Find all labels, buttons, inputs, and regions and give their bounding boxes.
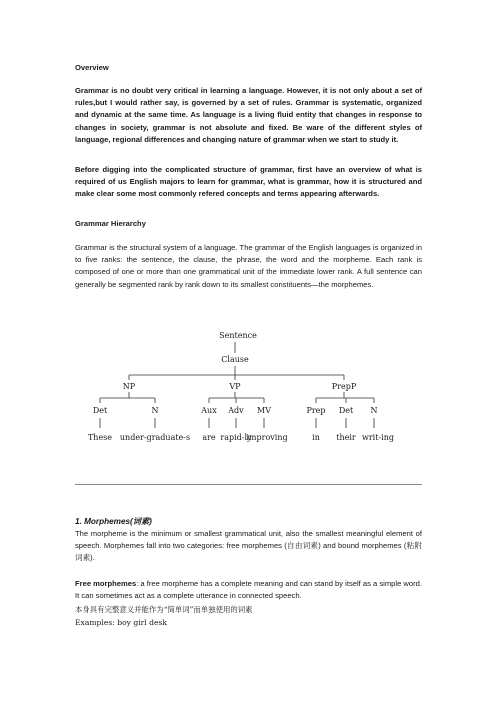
morphemes-section-title	[75, 516, 152, 527]
tree-node-clause: Clause	[221, 355, 249, 364]
tree-node-vp: VP	[229, 382, 241, 391]
tree-tag-det: Det	[92, 406, 108, 415]
free-morphemes-text: : a free morpheme has a complete meaning and can stand by itself as a simple word. It can sometimes act as a complete utterance in connected speech.	[75, 579, 422, 601]
tree-tag-n: N	[370, 406, 378, 415]
tree-word: their	[336, 433, 356, 442]
tree-tag-n: N	[151, 406, 159, 415]
free-morphemes-examples: Examples: boy girl desk	[75, 618, 167, 627]
title-paren: )	[149, 517, 152, 526]
tree-tag-det: Det	[338, 406, 354, 415]
title-chinese: 词素	[132, 516, 150, 526]
tree-word: These	[87, 433, 113, 442]
tree-node-np: NP	[122, 382, 136, 391]
tree-word: improving	[246, 433, 288, 442]
tree-word: in	[312, 433, 320, 442]
tree-word: are	[202, 433, 216, 442]
hierarchy-paragraph: Grammar is the structural system of a language. The grammar of the English languages is organized in to five ranks: the sentence, the clause, the phrase, the word and the morpheme. Each rank is composed of one or more than one grammatical unit of the immediate lower rank. A full sentence can generally be segmented rank by rank down to its smallest constituents—the morphemes.	[75, 243, 422, 289]
tree-word: writ-ing	[362, 433, 394, 442]
tree-tag-adv: Adv	[228, 406, 244, 415]
hierarchy-heading: Grammar Hierarchy	[75, 219, 146, 228]
tree-word: rapid-ly	[220, 433, 252, 442]
overview-paragraph-1: Grammar is no doubt very critical in learning a language. However, it is not only about a set of rules,but I would rather say, is governed by a set of rules. Grammar is systematic, organized and dynamic at the same time. As language is a living fluid entity that changes in response to changes in society, grammar is not absolute and fixed. Be ware of the different styles of language, regional differences and changing nature of grammar when we start to study it.	[75, 86, 422, 144]
grammar-hierarchy-tree	[75, 328, 422, 454]
free-morphemes-label: Free morphemes	[75, 579, 137, 588]
tree-tag-aux: Aux	[201, 406, 217, 415]
morpheme-definition: The morpheme is the minimum or smallest grammatical unit, also the smallest meaningful element of speech. Morphemes fall into two categories: free morphemes (自由词素) and bound morphemes (粘附词素).	[75, 529, 422, 563]
overview-paragraph-2: Before digging into the complicated structure of grammar, first have an overview of what is required of us English majors to learn for grammar, what is grammar, how it is structured and make clear some most commonly refered concepts and terms appearing afterwards.	[75, 165, 422, 199]
free-morphemes-paragraph	[75, 578, 422, 602]
overview-heading: Overview	[75, 63, 109, 72]
section-divider	[75, 484, 422, 485]
tree-node-sentence: Sentence	[219, 331, 257, 340]
tree-node-prepp: PrepP	[331, 382, 357, 391]
tree-word: under-graduate-s	[119, 433, 191, 442]
tree-tag-mv: MV	[257, 406, 271, 415]
title-text: 1. Morphemes(	[75, 517, 133, 526]
tree-tag-prep: Prep	[306, 406, 326, 415]
free-morphemes-chinese: 本身具有完整意义并能作为“简单词”而单独使用的词素	[75, 605, 253, 614]
